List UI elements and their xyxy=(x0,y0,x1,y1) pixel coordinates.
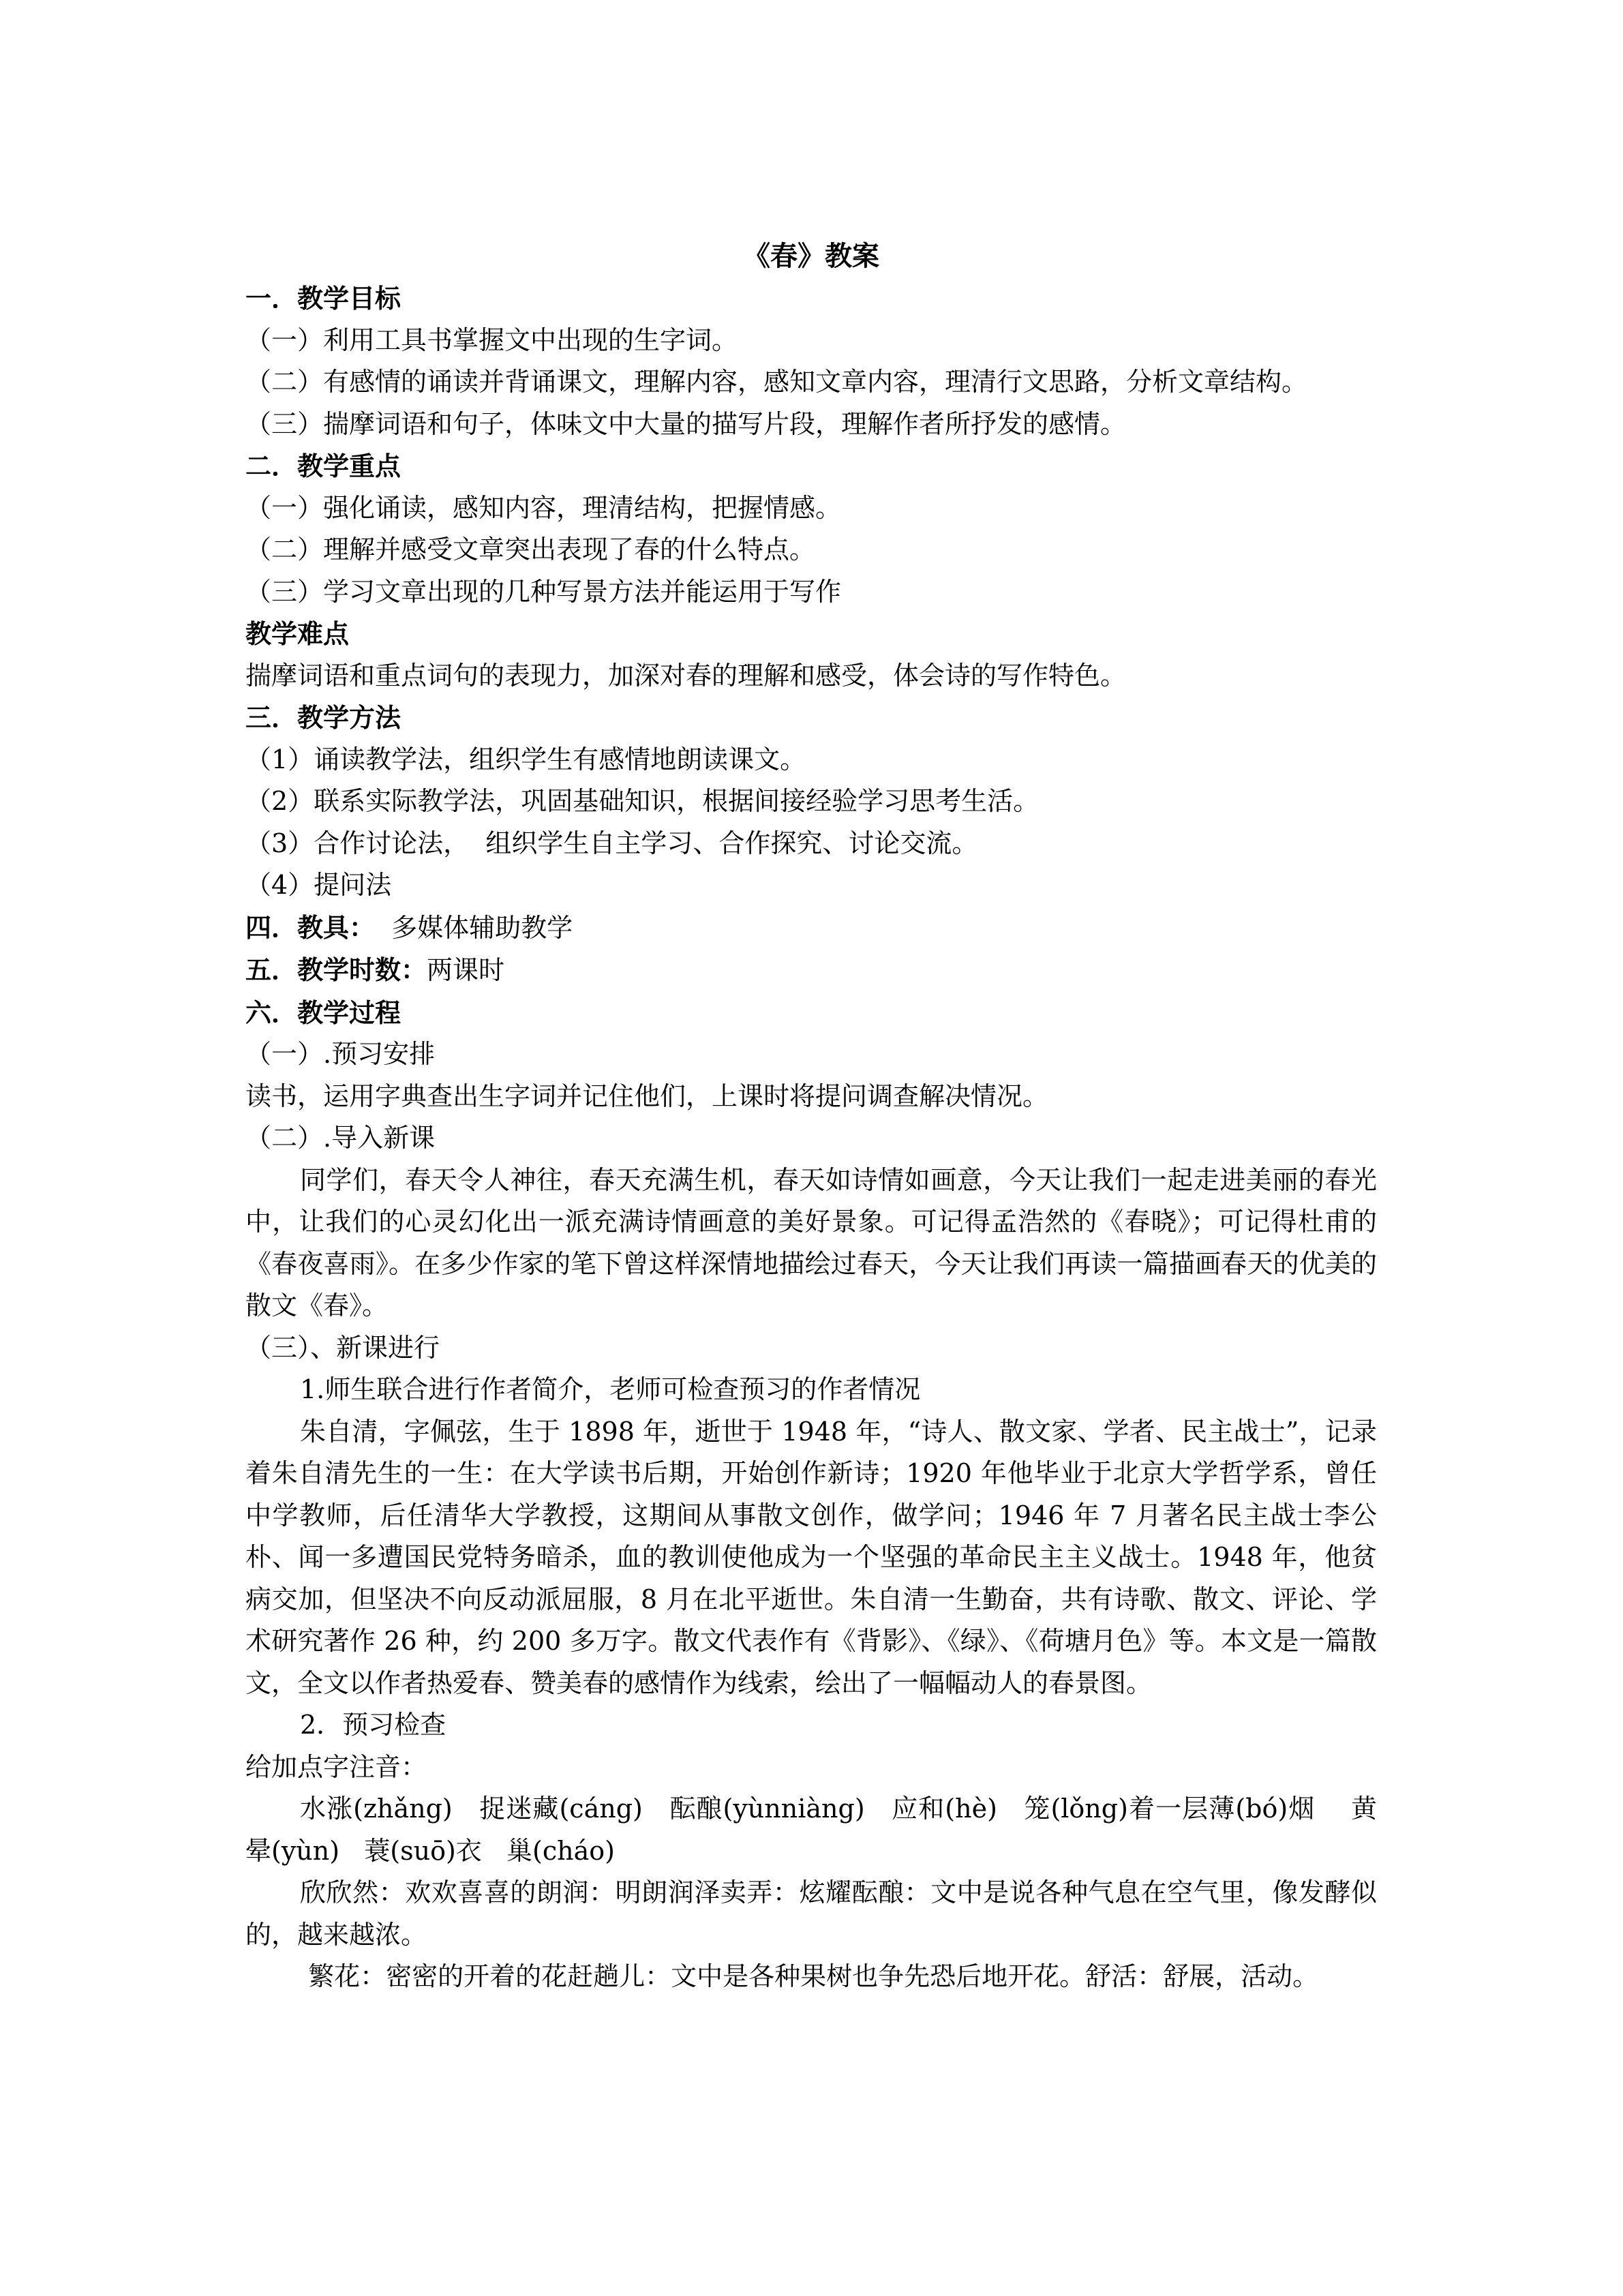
goal-item-1: （一）利用工具书掌握文中出现的生字词。 xyxy=(245,324,738,355)
section-heading-methods: 三．教学方法 xyxy=(245,702,401,733)
preview-heading: （一）.预习安排 xyxy=(245,1039,436,1069)
vocab-paragraph-1: 欣欣然：欢欢喜喜的朗润：明朗润泽卖弄：炫耀酝酿：文中是说各种气息在空气里，像发酵似的，越来越浓。 xyxy=(245,1877,1377,1950)
preview-text: 读书，运用字典查出生字词并记住他们，上课时将提问调查解决情况。 xyxy=(245,1081,1049,1111)
new-lesson-heading: （三）、新课进行 xyxy=(245,1332,440,1363)
method-item-4: （4）提问法 xyxy=(245,870,392,900)
section-heading-key-points: 二．教学重点 xyxy=(245,451,401,481)
pinyin-paragraph: 水涨(zhǎng) 捉迷藏(cáng) 酝酿(yùnniàng) 应和(hè) 笼(lǒng)着一层薄(bó)烟 黄晕(yùn) 蓑(suō)衣 巢(cháo) xyxy=(245,1794,1377,1866)
document-page xyxy=(245,235,1377,1998)
tools-value: 多媒体辅助教学 xyxy=(375,912,573,943)
method-item-3: （3）合作讨论法， 组织学生自主学习、合作探究、讨论交流。 xyxy=(245,828,978,858)
section-heading-goals: 一．教学目标 xyxy=(245,283,401,314)
key-point-item-2: （二）理解并感受文章突出表现了春的什么特点。 xyxy=(245,534,816,564)
vocab-paragraph-2: 繁花：密密的开着的花赶趟儿：文中是各种果树也争先恐后地开花。舒活：舒展，活动。 xyxy=(300,1961,1319,1991)
section-heading-tools: 四．教具： xyxy=(245,911,376,943)
key-point-item-1: （一）强化诵读，感知内容，理清结构，把握情感。 xyxy=(245,492,842,523)
method-item-1: （1）诵读教学法，组织学生有感情地朗读课文。 xyxy=(245,744,806,774)
difficulty-text: 揣摩词语和重点词句的表现力，加深对春的理解和感受，体会诗的写作特色。 xyxy=(245,660,1127,691)
goal-item-3: （三）揣摩词语和句子，体味文中大量的描写片段，理解作者所抒发的感情。 xyxy=(245,408,1127,439)
intro-paragraph: 同学们，春天令人神往，春天充满生机，春天如诗情如画意，今天让我们一起走进美丽的春光中，让我们的心灵幻化出一派充满诗情画意的美好景象。可记得孟浩然的《春晓》；可记得杜甫的《春夜喜雨》。在多少作家的笔下曾这样深情地描绘过春天，今天让我们再读一篇描画春天的优美的散文《春》。 xyxy=(245,1164,1377,1320)
pinyin-heading: 给加点字注音： xyxy=(245,1751,427,1782)
document-title: 《春》教案 xyxy=(743,240,879,272)
hours-value: 两课时 xyxy=(427,955,505,985)
goal-item-2: （二）有感情的诵读并背诵课文，理解内容，感知文章内容，理清行文思路，分析文章结构。 xyxy=(245,367,1308,397)
section-heading-difficulty: 教学难点 xyxy=(245,618,350,649)
intro-heading: （二）.导入新课 xyxy=(245,1123,436,1153)
tools-line xyxy=(245,907,1377,950)
step2-heading: 2．预习检查 xyxy=(300,1710,446,1740)
author-bio-paragraph: 朱自清，字佩弦，生于 1898 年，逝世于 1948 年，“诗人、散文家、学者、民主战士”，记录着朱自清先生的一生：在大学读书后期，开始创作新诗；1920 年他毕业于北京大学哲学系，曾任中学教师，后任清华大学教授，这期间从事散文创作，做学问；1946 年 7 月著名民主战士李公朴、闻一多遭国民党特务暗杀，血的教训使他成为一个坚强的革命民主主义战士。1948 年，他贫病交加，但坚决不向反动派屈服，8 月在北平逝世。朱自清一生勤奋，共有诗歌、散文、评论、学术研究著作 26 种，约 200 多万字。散文代表作有《背影》、《绿》、《荷塘月色》等。本文是一篇散文，全文以作者热爱春、赞美春的感情作为线索，绘出了一幅幅动人的春景图。 xyxy=(245,1416,1377,1698)
key-point-item-3: （三）学习文章出现的几种写景方法并能运用于写作 xyxy=(245,576,842,607)
section-heading-process: 六．教学过程 xyxy=(245,997,401,1028)
method-item-2: （2）联系实际教学法，巩固基础知识，根据间接经验学习思考生活。 xyxy=(245,786,1040,816)
step1-heading: 1.师生联合进行作者简介，老师可检查预习的作者情况 xyxy=(300,1374,921,1404)
hours-line xyxy=(245,949,1377,992)
section-heading-hours: 五．教学时数： xyxy=(245,954,427,985)
